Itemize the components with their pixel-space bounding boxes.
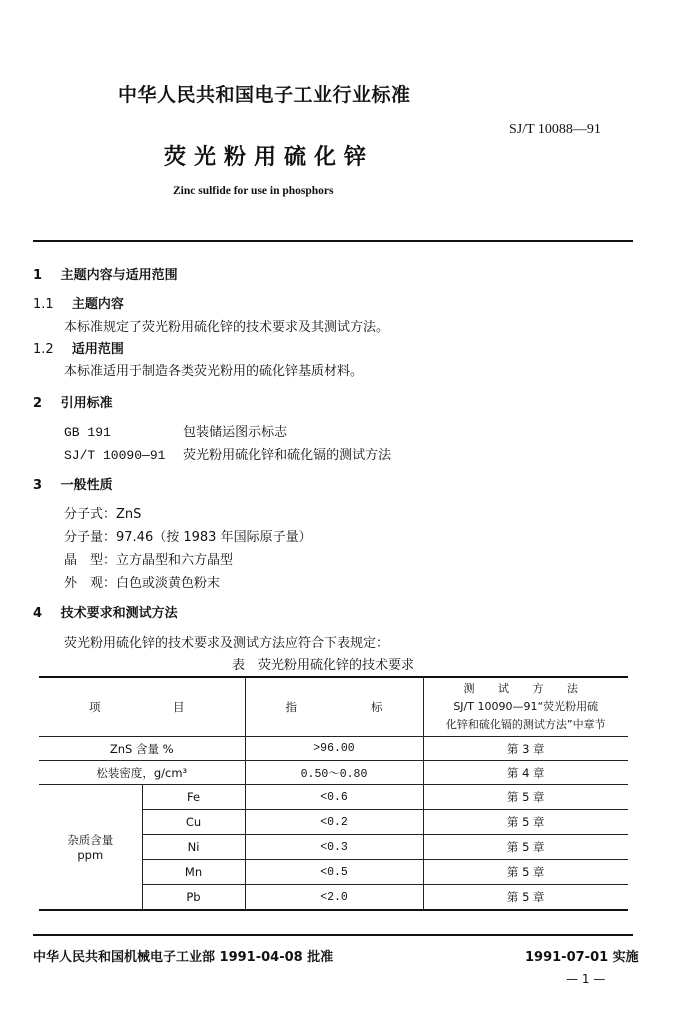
element-cell: Fe — [142, 785, 245, 810]
method-cell: 第 4 章 — [423, 761, 628, 785]
section-1-2-text: 本标准适用于制造各类荧光粉用的硫化锌基质材料。 — [64, 364, 364, 379]
header-spec — [245, 677, 423, 737]
effective-date: 1991-07-01 实施 — [525, 950, 639, 965]
item-cell: ZnS 含量 % — [39, 737, 245, 761]
page-number: — 1 — — [566, 972, 606, 986]
section-number: 1 — [33, 268, 43, 283]
section-number: 4 — [33, 606, 43, 621]
method-cell: 第 5 章 — [423, 810, 628, 835]
document-title: 荧光粉用硫化锌 — [164, 145, 375, 170]
section-title: 技术要求和测试方法 — [60, 606, 178, 621]
header-spec-b: 标 — [371, 700, 383, 714]
reference-item — [64, 421, 287, 440]
spec-cell: <0.2 — [245, 810, 423, 835]
header-method-line: SJ/T 10090—91“荧光粉用硫 — [453, 700, 599, 713]
table-row — [39, 737, 628, 761]
header-spec-a: 指 — [285, 700, 297, 714]
header-item-a: 项 — [89, 700, 101, 714]
section-number: 1.1 — [33, 297, 54, 312]
section-1-1-text: 本标准规定了荧光粉用硫化锌的技术要求及其测试方法。 — [64, 320, 390, 335]
property-line: 分子式：ZnS — [64, 507, 142, 522]
approval-line: 中华人民共和国机械电子工业部 1991-04-08 批准 — [33, 950, 334, 965]
spec-cell: <0.6 — [245, 785, 423, 810]
footer-divider — [33, 934, 633, 936]
spec-cell: <2.0 — [245, 885, 423, 911]
section-number: 2 — [33, 396, 43, 411]
reference-code: GB 191 — [64, 425, 111, 440]
item-cell: 松装密度，g/cm³ — [39, 761, 245, 785]
method-cell: 第 5 章 — [423, 835, 628, 860]
spec-cell: 0.50～0.80 — [245, 761, 423, 785]
standard-number: SJ/T 10088—91 — [509, 122, 601, 137]
property-line: 晶 型：立方晶型和六方晶型 — [64, 553, 234, 568]
spec-table — [39, 676, 628, 911]
section-number: 3 — [33, 478, 43, 493]
reference-name: 荧光粉用硫化锌和硫化镉的测试方法 — [183, 448, 392, 463]
reference-name: 包装储运图示标志 — [183, 425, 288, 440]
table-row — [39, 785, 628, 810]
element-cell: Cu — [142, 810, 245, 835]
method-cell: 第 3 章 — [423, 737, 628, 761]
table-row — [39, 761, 628, 785]
section-1-2-heading — [33, 338, 124, 357]
reference-code: SJ/T 10090—91 — [64, 448, 166, 463]
section-title: 主题内容与适用范围 — [60, 268, 178, 283]
element-cell: Ni — [142, 835, 245, 860]
section-4-heading — [33, 602, 178, 621]
method-cell: 第 5 章 — [423, 860, 628, 885]
section-title: 主题内容 — [71, 297, 124, 312]
section-title: 适用范围 — [71, 342, 124, 357]
method-cell: 第 5 章 — [423, 885, 628, 911]
organization-title: 中华人民共和国电子工业行业标准 — [118, 84, 411, 106]
element-cell: Pb — [142, 885, 245, 911]
header-method-title: 测 试 方 法 — [463, 682, 588, 695]
impurity-label: 杂质含量 — [67, 833, 114, 847]
header-item — [39, 677, 245, 737]
impurity-unit: ppm — [77, 848, 104, 862]
header-divider — [33, 240, 633, 242]
header-method-line: 化锌和硫化镉的测试方法”中章节 — [445, 718, 606, 731]
impurity-label-cell — [39, 785, 142, 911]
section-number: 1.2 — [33, 342, 54, 357]
section-3-heading — [33, 474, 113, 493]
method-cell: 第 5 章 — [423, 785, 628, 810]
element-cell: Mn — [142, 860, 245, 885]
header-item-b: 目 — [173, 700, 185, 714]
section-title: 引用标准 — [60, 396, 113, 411]
section-title: 一般性质 — [60, 478, 113, 493]
header-method — [423, 677, 628, 737]
property-line: 外 观：白色或淡黄色粉末 — [64, 576, 221, 591]
section-2-heading — [33, 392, 113, 411]
property-line: 分子量：97.46（按 1983 年国际原子量） — [64, 530, 312, 545]
spec-cell: <0.5 — [245, 860, 423, 885]
table-header-row — [39, 677, 628, 737]
spec-cell: >96.00 — [245, 737, 423, 761]
table-caption: 表 荧光粉用硫化锌的技术要求 — [232, 658, 415, 673]
english-title: Zinc sulfide for use in phosphors — [173, 185, 334, 197]
section-1-heading — [33, 264, 178, 283]
section-1-1-heading — [33, 293, 124, 312]
section-4-text: 荧光粉用硫化锌的技术要求及测试方法应符合下表规定： — [64, 636, 390, 651]
reference-item — [64, 444, 391, 463]
spec-cell: <0.3 — [245, 835, 423, 860]
